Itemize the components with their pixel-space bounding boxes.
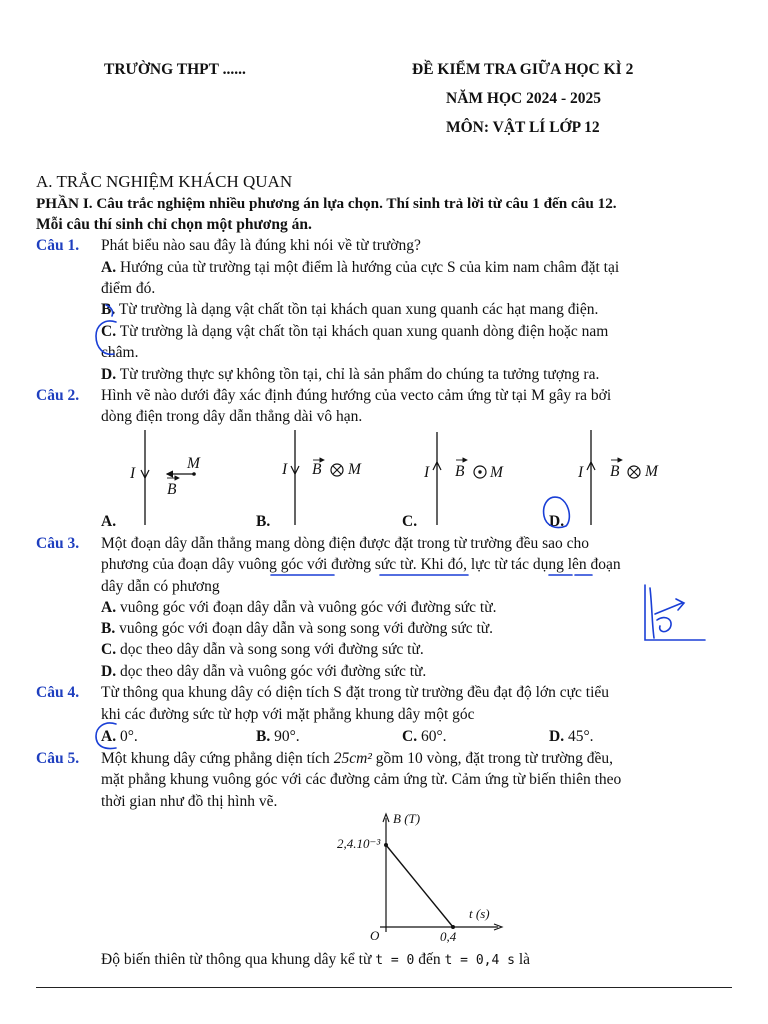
q2-option-c: C. [402, 513, 418, 530]
t-end: t = 0,4 s [444, 953, 515, 968]
q2-c-current-label: I [424, 464, 430, 481]
part-instruction-line2: Mỗi câu thí sinh chỉ chọn một phương án. [36, 216, 312, 233]
question-4-line2: khi các đường sức từ hợp với mặt phẳng khung dây một góc [101, 706, 475, 723]
q2-c-vector-label: B [455, 463, 465, 480]
q2-c-point-label: M [490, 464, 503, 481]
question-5-line1: Một khung dây cứng phẳng diện tích 25cm² gồm 10 vòng, đặt trong từ trường đều, [101, 750, 614, 767]
q2-d-vector-label: B [610, 463, 620, 480]
question-5-line2: mặt phẳng khung vuông góc với các đường cảm ứng từ. Cảm ứng từ biến thiên theo [101, 771, 622, 788]
cross-symbol-d [628, 466, 640, 478]
question-2-line2: dòng điện trong dây dẫn thẳng dài vô hạn. [101, 408, 363, 425]
question-5-label: Câu 5. [36, 750, 80, 767]
question-3-line1: Một đoạn dây dẫn thẳng mang dòng điện được đặt trong từ trường đều sao cho [101, 535, 589, 552]
question-2-line1: Hình vẽ nào dưới đây xác định đúng hướng của vecto cảm ứng từ tại M gây ra bởi [101, 387, 612, 404]
current-arrow-b [291, 466, 299, 474]
q1-option-d: D. Từ trường thực sự không tồn tại, chỉ là sản phẩm do chúng ta tưởng tượng ra. [101, 366, 600, 383]
question-2-label: Câu 2. [36, 387, 80, 404]
question-3-line3: dây dẫn có phương [101, 578, 220, 595]
q3-option-c: C. dọc theo dây dẫn và song song với đường sức từ. [101, 641, 424, 658]
data-point [384, 843, 388, 847]
t-start: t = 0 [375, 953, 415, 968]
question-5-line3: thời gian như đồ thị hình vẽ. [101, 793, 278, 810]
school-name: TRƯỜNG THPT ...... [104, 61, 246, 78]
question-4-label: Câu 4. [36, 684, 80, 701]
q4-option-d: D. 45°. [549, 728, 594, 745]
q1-option-a-cont: điểm đó. [101, 280, 156, 297]
q1-option-a: A. Hướng của từ trường tại một điểm là hướng của cực S của kim nam châm đặt tại [101, 259, 620, 276]
ink-sketch-b [657, 618, 671, 632]
footer-rule [36, 987, 732, 988]
q1-option-b: B. Từ trường là dạng vật chất tồn tại khách quan xung quanh các hạt mang điện. [101, 301, 599, 318]
y-axis-arrow [383, 814, 389, 822]
q2-d-point-label: M [645, 463, 658, 480]
q2-option-a: A. [101, 513, 117, 530]
b-t-line [386, 845, 453, 927]
q3-option-d: D. dọc theo dây dẫn và vuông góc với đường sức từ. [101, 663, 427, 680]
q3-option-b: B. vuông góc với đoạn dây dẫn và song song với đường sức từ. [101, 620, 494, 637]
x-axis-arrow [494, 924, 502, 930]
question-3-line2: phương của đoạn dây vuông góc với đường sức từ. Khi đó, lực từ tác dụng lên đoạn [101, 556, 621, 573]
area-value: 25cm² [333, 750, 372, 767]
y-tick-label: 2,4.10⁻³ [337, 836, 381, 851]
q2-b-current-label: I [282, 461, 288, 478]
origin-label: O [370, 928, 380, 943]
dot-symbol-c [474, 466, 486, 478]
q2-b-vector-label: B [312, 461, 322, 478]
current-arrow-c [433, 462, 441, 470]
question-3-label: Câu 3. [36, 535, 80, 552]
current-arrow-d [587, 462, 595, 470]
current-arrow-a [141, 470, 149, 478]
ink-sketch-force [650, 588, 654, 638]
q2-option-d: D. [549, 513, 565, 530]
q1-option-c-cont: châm. [101, 344, 139, 361]
q2-b-point-label: M [348, 461, 361, 478]
q2-d-current-label: I [578, 464, 584, 481]
q4-option-b: B. 90°. [256, 728, 300, 745]
q2-a-point-label: M [187, 455, 200, 472]
question-1-label: Câu 1. [36, 237, 80, 254]
q2-a-current-label: I [130, 465, 136, 482]
x-tick-label: 0,4 [440, 929, 457, 944]
q1-option-c: C. Từ trường là dạng vật chất tồn tại khách quan xung quanh dòng điện hoặc nam [101, 323, 609, 340]
q4-option-c: C. 60°. [402, 728, 447, 745]
y-axis-label: B (T) [393, 811, 421, 826]
part-instruction-line1: PHẦN I. Câu trắc nghiệm nhiều phương án lựa chọn. Thí sinh trả lời từ câu 1 đến câu 12. [36, 195, 617, 212]
subject-title: MÔN: VẬT LÍ LỚP 12 [446, 119, 600, 136]
q3-option-a: A. vuông góc với đoạn dây dẫn và vuông góc với đường sức từ. [101, 599, 497, 616]
cross-symbol-b [331, 464, 343, 476]
question-5-last-line: Độ biến thiên từ thông qua khung dây kể từ t = 0 đến t = 0,4 s là [101, 951, 531, 968]
q4-option-a: A. 0°. [101, 728, 138, 745]
section-heading: A. TRẮC NGHIỆM KHÁCH QUAN [36, 172, 293, 191]
question-4-line1: Từ thông qua khung dây có diện tích S đặt trong từ trường đều đạt độ lớn cực tiểu [101, 684, 610, 701]
exam-title: ĐỀ KIỂM TRA GIỮA HỌC KÌ 2 [412, 61, 634, 78]
q2-option-b: B. [256, 513, 271, 530]
q2-a-vector-label: B [167, 481, 177, 498]
ink-sketch-arrow [655, 599, 684, 614]
question-1-stem: Phát biểu nào sau đây là đúng khi nói về từ trường? [101, 237, 421, 254]
x-axis-label: t (s) [469, 906, 490, 921]
school-year: NĂM HỌC 2024 - 2025 [446, 90, 601, 107]
ink-sketch-wire [645, 585, 705, 640]
